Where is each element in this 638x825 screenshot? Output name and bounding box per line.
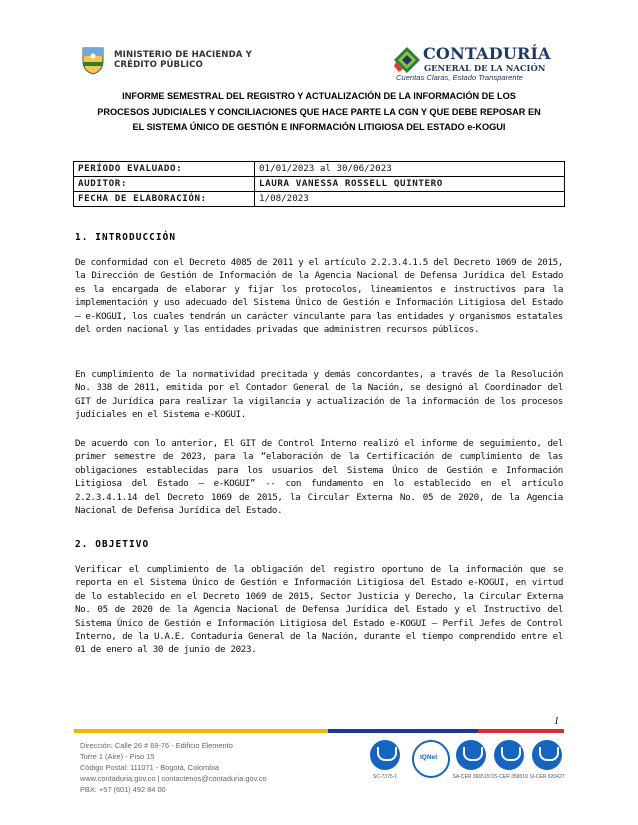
iqnet-seal-icon [412,740,450,778]
footer-tower: Torre 1 (Aire) - Piso 15 [80,752,155,761]
footer-bar-yellow [74,729,328,733]
periodo-label: PERÍODO EVALUADO: [74,162,255,177]
footer-contact [80,740,340,795]
ministry-line-2: CRÉDITO PÚBLICO [114,60,203,70]
cgn-logo [393,44,553,84]
footer-phone: PBX: +57 (601) 492 84 00 [80,785,166,794]
icontec-cert-1 [370,740,400,781]
ministry-line-1: MINISTERIO DE HACIENDA Y [114,50,252,60]
table-row [74,177,565,192]
page-number: 1 [554,716,559,727]
intro-paragraph-3: De acuerdo con lo anterior, El GIT de Control Interno realizó el informe de seguimiento, del primer semestre de 2023, para la “elaboración de la Certificación de cumplimiento de las obligaciones establecidas para los usuarios del Sistema Único de Gestión e Información Litigiosa del Estado – e-KOGUI” -- con fundamento en lo establecido en el artículo 2.2.3.4.1.14 del Decreto 1069 de 2015, la Circular Externa No. 05 de 2020, de la Agencia Nacional de Defensa Jurídica del Estado. [75,438,563,517]
footer-web-link[interactable]: www.contaduria.gov.co | contactenos@contaduria.gov.co [80,774,267,783]
footer-address: Dirección: Calle 26 # 69-76 - Edificio Elemento [80,741,233,750]
certification-logos [370,740,570,810]
icontec-cert-4 [529,740,565,781]
cgn-subtitle: GENERAL DE LA NACIÓN [424,63,546,73]
footer-bar-red [478,729,564,733]
title-line-3: EL SISTEMA ÚNICO DE GESTIÓN E INFORMACIÓN LITIGIOSA DEL ESTADO e-KOGUI [132,122,506,132]
icontec-cert-2 [452,740,490,781]
footer-bar-blue [328,729,478,733]
cgn-title: CONTADURÍA [423,44,551,63]
cert-code: SC-7375-1 [372,774,398,780]
cgn-mark-icon [393,46,421,76]
cert-code: SI-CER 820427 [529,774,565,780]
cgn-tagline: Cuentas Claras, Estado Transparente [396,73,523,82]
title-line-2: PROCESOS JUDICIALES Y CONCILIACIONES QUE HACE PARTE LA CGN Y QUE DEBE REPOSAR EN [97,106,541,117]
icontec-seal-icon [456,740,486,770]
icontec-seal-icon [532,740,562,770]
footer-postal: Código Postal: 111071 - Bogotá, Colombia [80,763,220,772]
objective-paragraph: Verificar el cumplimiento de la obligación del registro oportuno de la información que se reporta en el Sistema Único de Gestión e Información Litigiosa del Estado e-KOGUI, en virtud de lo establecido en el Decreto 1069 de 2015, Sector Justicia y Derecho, la Circular Externa No. 05 de 2020 de la Agencia Nacional de Defensa Jurídica del Estado y el Instructivo del Sistema Único de Gestión e Información Litigiosa del Estado e-KOGUI – Perfil Jefes de Control Interno, de la U.A.E. Contaduría General de la Nación, durante el tiempo comprendido entre el 01 de enero al 30 de junio de 2023. [75,564,563,656]
cert-code: OS-CER 356519 [490,774,528,780]
cert-code: SA-CER 366515 [452,774,490,780]
intro-paragraph-2: En cumplimiento de la normatividad precitada y demás concordantes, a través de la Resolución No. 338 de 2011, emitida por el Contador General de la Nación, se designó al Coordinador del GIT de Jurídica para realizar la vigilancia y actualización de la información de los procesos judiciales en el Sistema e-KOGUI. [75,369,563,421]
document-title [72,89,566,136]
auditor-value: LAURA VANESSA ROSSELL QUINTERO [255,177,565,192]
fecha-value: 1/08/2023 [255,192,565,207]
title-line-1: INFORME SEMESTRAL DEL REGISTRO Y ACTUALIZACIÓN DE LA INFORMACIÓN DE LOS [122,91,516,101]
icontec-seal-icon [370,740,400,770]
auditor-label: AUDITOR: [74,177,255,192]
report-info-table [73,161,565,207]
objective-heading: 2. OBJETIVO [75,539,150,550]
ministry-logo [80,45,252,75]
intro-heading: 1. INTRODUCCIÓN [75,232,177,243]
fecha-label: FECHA DE ELABORACIÓN: [74,192,255,207]
iqnet-label: IQNet [420,754,438,761]
periodo-value: 01/01/2023 al 30/06/2023 [255,162,565,177]
table-row [74,162,565,177]
icontec-seal-icon [494,740,524,770]
colombia-shield-icon [80,45,106,75]
intro-paragraph-1: De conformidad con el Decreto 4085 de 2011 y el artículo 2.2.3.4.1.5 del Decreto 1069 de 2015, la Dirección de Gestión de Información de la Agencia Nacional de Defensa Jurídica del Estado es la encargada de elaborar y fijar los protocolos, lineamientos e instructivos para la implementación y uso adecuado del Sistema Único de Gestión e Información Litigiosa del Estado – e-KOGUI, los cuales tendrán un carácter vinculante para las entidades y organismos estatales del orden nacional y las entidades privadas que administren recursos públicos. [75,257,563,336]
icontec-cert-3 [490,740,528,781]
table-row [74,192,565,207]
